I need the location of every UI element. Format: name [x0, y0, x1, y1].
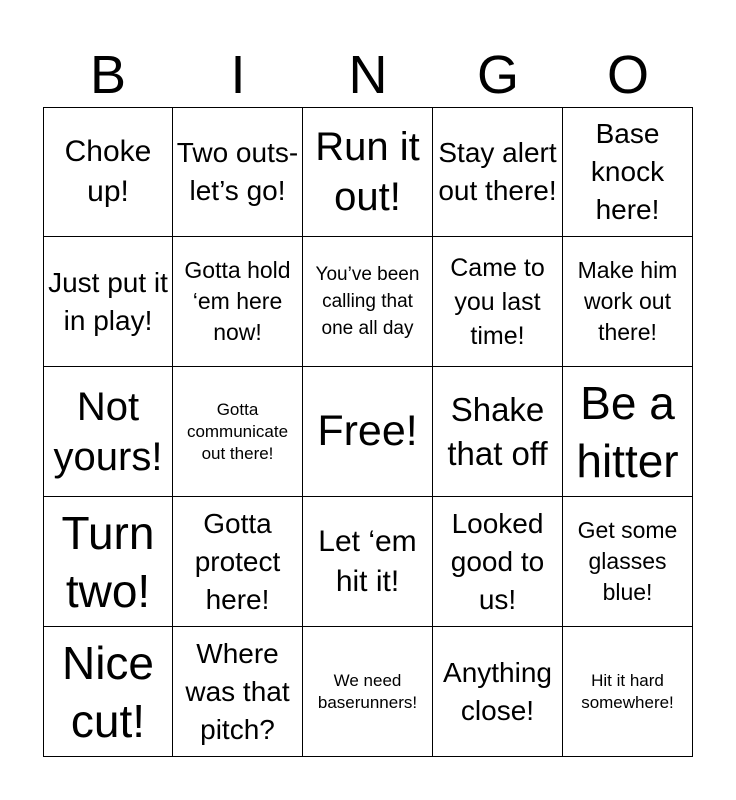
- bingo-cell[interactable]: We need baserunners!: [303, 627, 433, 757]
- bingo-cell[interactable]: Gotta communicate out there!: [173, 367, 303, 497]
- header-letter-o: O: [606, 45, 649, 105]
- bingo-cell[interactable]: Shake that off: [433, 367, 563, 497]
- bingo-cell[interactable]: Run it out!: [303, 107, 433, 237]
- bingo-cell[interactable]: Looked good to us!: [433, 497, 563, 627]
- bingo-cell[interactable]: Turn two!: [43, 497, 173, 627]
- bingo-cell[interactable]: Stay alert out there!: [433, 107, 563, 237]
- header-letter-b: B: [89, 45, 127, 105]
- bingo-cell[interactable]: Just put it in play!: [43, 237, 173, 367]
- bingo-cell[interactable]: Came to you last time!: [433, 237, 563, 367]
- bingo-cell[interactable]: Hit it hard somewhere!: [563, 627, 693, 757]
- bingo-header: [43, 44, 693, 106]
- bingo-cell[interactable]: Choke up!: [43, 107, 173, 237]
- bingo-cell[interactable]: Get some glasses blue!: [563, 497, 693, 627]
- header-letter-g: G: [476, 45, 519, 105]
- header-letter-i: I: [230, 45, 246, 105]
- bingo-cell[interactable]: Anything close!: [433, 627, 563, 757]
- bingo-cell[interactable]: Let ‘em hit it!: [303, 497, 433, 627]
- bingo-cell[interactable]: Make him work out there!: [563, 237, 693, 367]
- bingo-cell-free[interactable]: Free!: [303, 367, 433, 497]
- bingo-cell[interactable]: Gotta protect here!: [173, 497, 303, 627]
- bingo-cell[interactable]: Where was that pitch?: [173, 627, 303, 757]
- bingo-cell[interactable]: You’ve been calling that one all day: [303, 237, 433, 367]
- bingo-cell[interactable]: Two outs- let’s go!: [173, 107, 303, 237]
- bingo-cell[interactable]: Gotta hold ‘em here now!: [173, 237, 303, 367]
- bingo-cell[interactable]: Be a hitter: [563, 367, 693, 497]
- bingo-cell[interactable]: Not yours!: [43, 367, 173, 497]
- bingo-cell[interactable]: Nice cut!: [43, 627, 173, 757]
- header-letter-n: N: [348, 45, 388, 105]
- bingo-cell[interactable]: Base knock here!: [563, 107, 693, 237]
- bingo-card-grid: [43, 107, 693, 757]
